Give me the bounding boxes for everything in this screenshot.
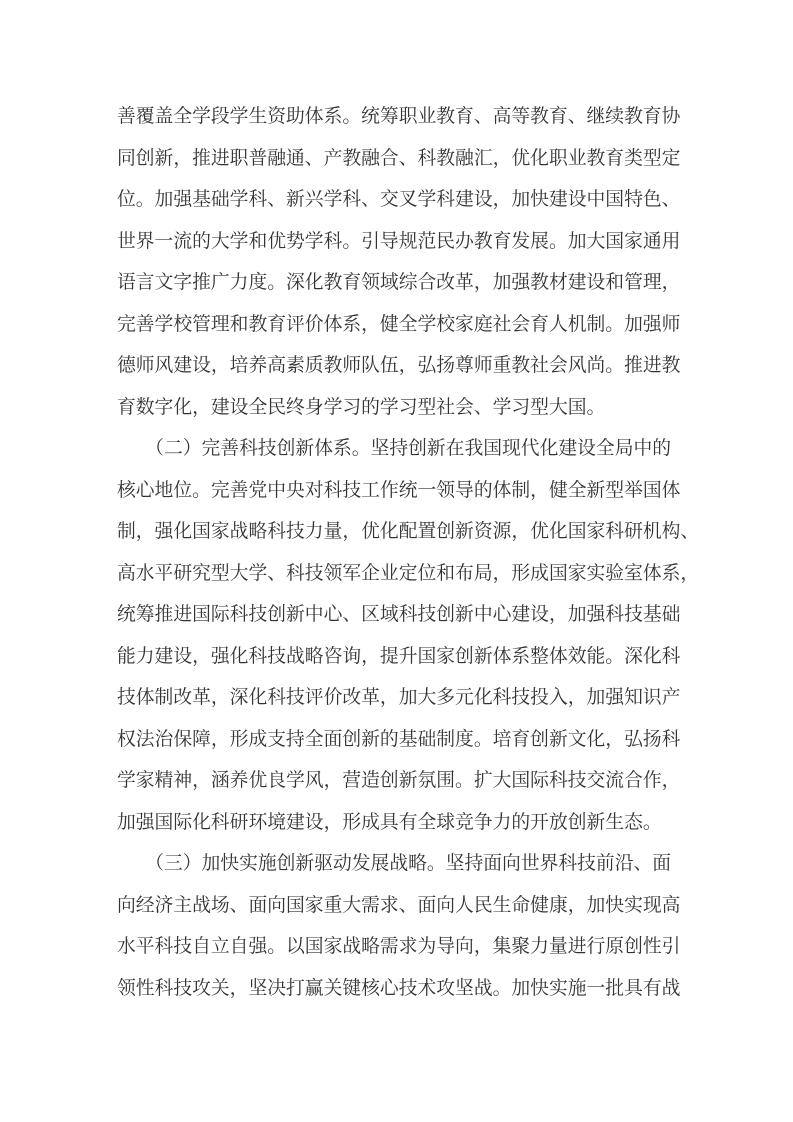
text-line: 完善学校管理和教育评价体系，健全学校家庭社会育人机制。加强师 (117, 313, 681, 335)
text-line: 善覆盖全学段学生资助体系。统筹职业教育、高等教育、继续教育协 (117, 106, 681, 127)
text-line: 世界一流的大学和优势学科。引导规范民办教育发展。加大国家通用 (117, 230, 681, 252)
text-line: （二）完善科技创新体系。坚持创新在我国现代化建设全局中的 (117, 438, 672, 459)
text-line: 权法治保障，形成支持全面创新的基础制度。培育创新文化，弘扬科 (117, 728, 681, 750)
text-line: 同创新，推进职普融通、产教融合、科教融汇，优化职业教育类型定 (117, 147, 681, 169)
text-line: 向经济主战场、面向国家重大需求、面向人民生命健康，加快实现高 (117, 894, 681, 916)
text-line: 德师风建设，培养高素质教师队伍，弘扬尊师重教社会风尚。推进教 (117, 355, 681, 376)
text-line: 高水平研究型大学、科技领军企业定位和布局，形成国家实验室体系， (117, 562, 700, 584)
text-line: 制，强化国家战略科技力量，优化配置创新资源，优化国家科研机构、 (117, 521, 700, 542)
text-line: 位。加强基础学科、新兴学科、交叉学科建设，加快建设中国特色、 (117, 189, 681, 210)
text-line: （三）加快实施创新驱动发展战略。坚持面向世界科技前沿、面 (117, 853, 672, 874)
text-line: 核心地位。完善党中央对科技工作统一领导的体制，健全新型举国体 (117, 479, 681, 501)
text-line: 语言文字推广力度。深化教育领域综合改革，加强教材建设和管理， (117, 272, 681, 293)
text-line: 学家精神，涵养优良学风，营造创新氛围。扩大国际科技交流合作， (117, 770, 681, 791)
document-body (117, 96, 700, 1009)
text-line: 水平科技自立自强。以国家战略需求为导向，集聚力量进行原创性引 (117, 936, 681, 957)
text-line: 技体制改革，深化科技评价改革，加大多元化科技投入，加强知识产 (117, 687, 681, 708)
text-line: 加强国际化科研环境建设，形成具有全球竞争力的开放创新生态。 (117, 811, 662, 833)
text-line: 领性科技攻关，坚决打赢关键核心技术攻坚战。加快实施一批具有战 (117, 977, 681, 999)
text-line: 能力建设，强化科技战略咨询，提升国家创新体系整体效能。深化科 (117, 645, 681, 667)
text-line: 育数字化，建设全民终身学习的学习型社会、学习型大国。 (117, 396, 606, 418)
text-line: 统筹推进国际科技创新中心、区域科技创新中心建设，加强科技基础 (117, 604, 681, 625)
